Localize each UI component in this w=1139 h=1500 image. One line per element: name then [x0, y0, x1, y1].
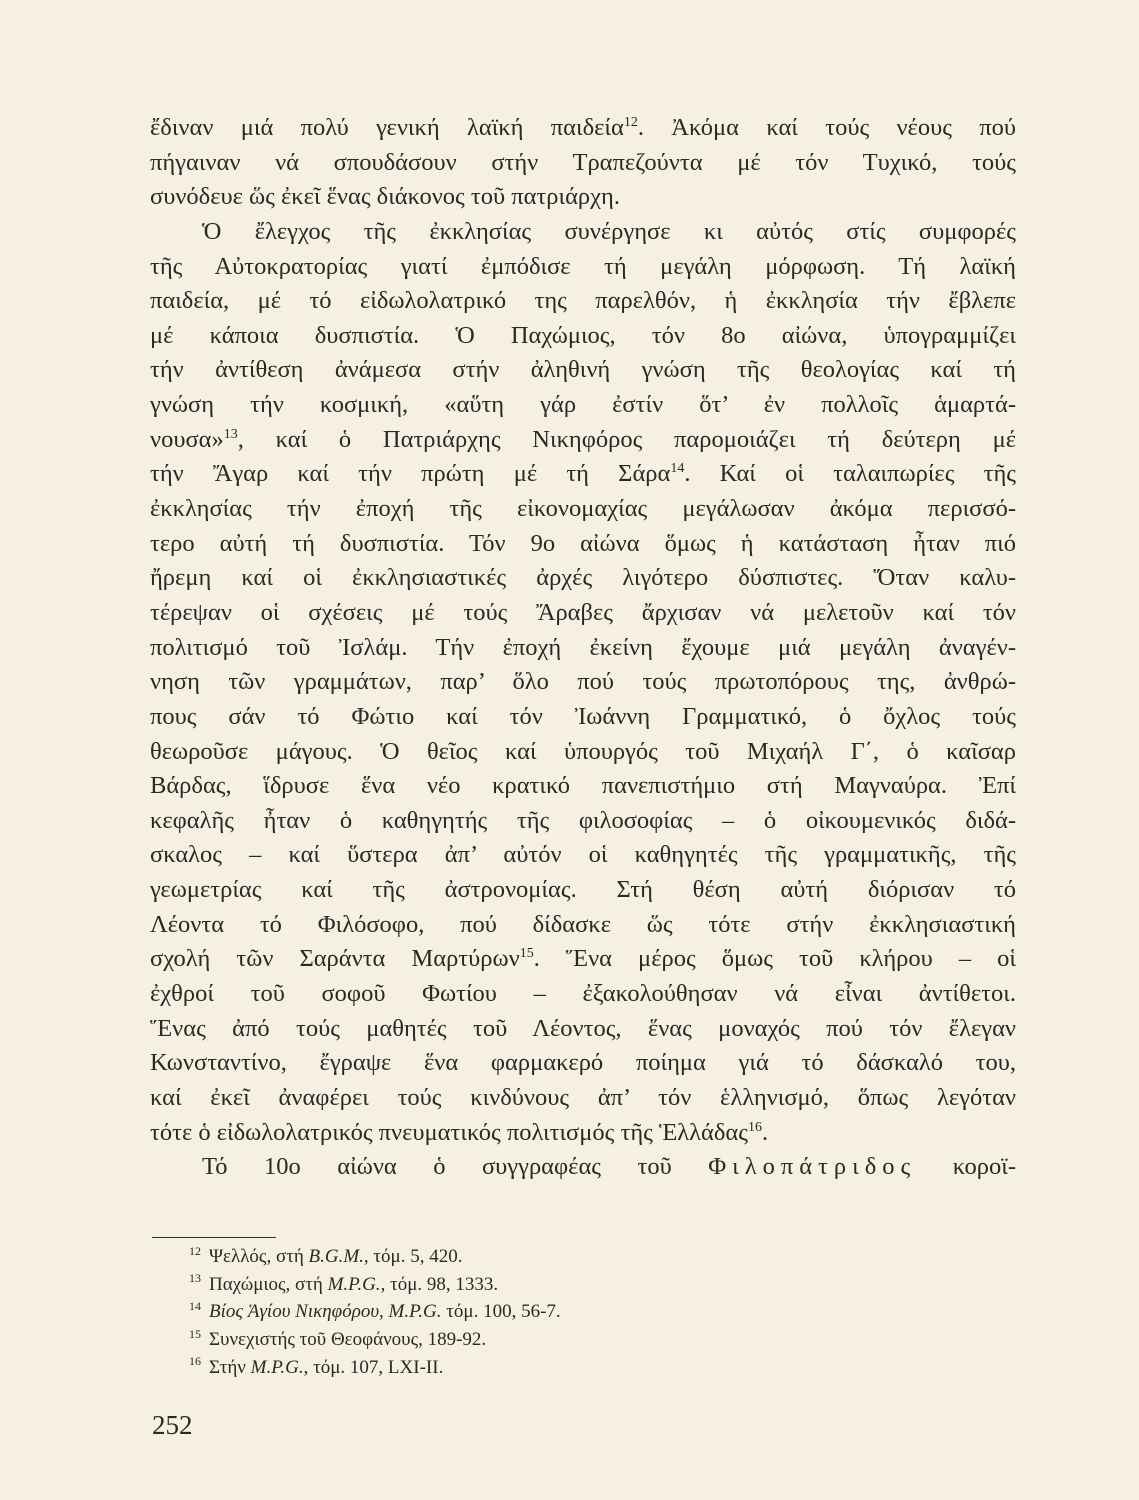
text-line [150, 977, 1016, 1012]
text-run: ἐχθροί τοῦ σοφοῦ Φωτίου – ἐξακολούθησαν νά εἶναι ἀντίθετοι. [150, 980, 1016, 1008]
text-run: τήν ἀντίθεση ἀνάμεσα στήν ἀληθινή γνώση τῆς θεολογίας καί τή [150, 356, 1016, 384]
text-line [150, 1046, 1016, 1081]
text-run: Κωνσταντίνο, ἔγραψε ἕνα φαρμακερό ποίημα γιά τό δάσκαλό του, [150, 1049, 1016, 1077]
text-line [150, 215, 1016, 250]
footnote-marker: 16 [747, 1119, 762, 1135]
text-run: τόμ. 100, 56-7. [441, 1301, 561, 1323]
text-run: Στήν [209, 1356, 251, 1378]
footnote [189, 1271, 561, 1299]
text-run: ἔδιναν μιά πολύ γενική λαϊκή παιδεία [150, 114, 624, 141]
text-run: Ὁ ἔλεγχος τῆς ἐκκλησίας συνέργησε κι αὐτός στίς συμφορές [202, 217, 1016, 245]
text-run: τήν Ἄγαρ καί τήν πρώτη μέ τή Σάρα [150, 460, 671, 488]
text-line [150, 319, 1016, 354]
text-line [150, 353, 1016, 388]
italic-text: M.P.G. [250, 1356, 304, 1378]
footnote-marker: 12 [623, 114, 638, 130]
footnote [189, 1243, 561, 1271]
italic-text: Βίος Ἁγίου Νικηφόρου, M.P.G. [209, 1301, 442, 1323]
text-run: γεωμετρίας καί τῆς ἀστρονομίας. Στή θέση αὐτή διόρισαν τό [150, 876, 1016, 904]
text-run: συνόδευε ὥς ἐκεῖ ἕνας διάκονος τοῦ πατριάρχη. [150, 183, 620, 211]
text-run: σχολή τῶν Σαράντα Μαρτύρων [150, 945, 520, 973]
footnote [189, 1298, 561, 1326]
text-run: τῆς Αὐτοκρατορίας γιατί ἐμπόδισε τή μεγάλη μόρφωση. Τή λαϊκή [150, 252, 1016, 280]
text-run: καί ἐκεῖ ἀναφέρει τούς κινδύνους ἀπ’ τόν ἑλληνισμό, ὅπως λεγόταν [150, 1083, 1016, 1111]
footnotes [189, 1243, 561, 1382]
text-line [150, 1012, 1016, 1047]
text-line [150, 700, 1016, 735]
footnote-marker: 12 [189, 1243, 201, 1258]
text-run: τερο αὐτή τή δυσπιστία. Τόν 9ο αἰώνα ὅμως ἡ κατάσταση ἦταν πιό [150, 529, 1016, 557]
text-line [150, 423, 1016, 458]
footnote-marker: 14 [189, 1299, 201, 1314]
text-line [150, 388, 1016, 423]
text-run: Βάρδας, ἵδρυσε ἕνα νέο κρατικό πανεπιστήμιο στή Μαγναύρα. Ἐπί [150, 772, 1016, 800]
italic-text: M.P.G. [327, 1273, 381, 1295]
text-run: κεφαλῆς ἦταν ὁ καθηγητής τῆς φιλοσοφίας – ὁ οἰκουμενικός διδά- [150, 806, 1016, 834]
text-run: Λέοντα τό Φιλόσοφο, πού δίδασκε ὥς τότε στήν ἐκκλησιαστική [150, 910, 1016, 938]
text-run: σκαλος – καί ὕστερα ἀπ’ αὐτόν οἱ καθηγητές τῆς γραμματικῆς, τῆς [150, 841, 1016, 869]
footnote-marker: 14 [670, 461, 685, 477]
text-line [150, 838, 1016, 873]
text-run: , τόμ. 98, 1333. [380, 1273, 499, 1295]
text-run: πους σάν τό Φώτιο καί τόν Ἰωάννη Γραμματικό, ὁ ὄχλος τούς [150, 702, 1016, 730]
text-run: , τόμ. 107, LXI-II. [303, 1356, 444, 1378]
text-run: πήγαιναν νά σπουδάσουν στήν Τραπεζούντα μέ τόν Τυχικό, τούς [150, 148, 1016, 176]
text-run: νουσα» [150, 425, 224, 453]
text-line [150, 146, 1016, 181]
body-text [150, 111, 1016, 1185]
text-run: τέρεψαν οἱ σχέσεις μέ τούς Ἄραβες ἄρχισαν νά μελετοῦν καί τόν [150, 598, 1016, 626]
text-line [150, 631, 1016, 666]
text-run: κοροϊ- [916, 1153, 1016, 1181]
text-run: τότε ὁ εἰδωλολατρικός πνευματικός πολιτισμός τῆς Ἑλλάδας [150, 1118, 748, 1146]
text-line [150, 111, 1016, 146]
page-number: 252 [152, 1410, 193, 1440]
text-run: θεωροῦσε μάγους. Ὁ θεῖος καί ὑπουργός τοῦ Μιχαήλ Γ΄, ὁ καῖσαρ [150, 737, 1016, 765]
text-run: ἤρεμη καί οἱ ἐκκλησιαστικές ἀρχές λιγότερο δύσπιστες. Ὅταν καλυ- [150, 564, 1016, 592]
text-run: ἐκκλησίας τήν ἐποχή τῆς εἰκονομαχίας μεγάλωσαν ἀκόμα περισσό- [150, 495, 1016, 523]
text-run: Ψελλός, στή [209, 1246, 309, 1267]
text-line [150, 665, 1016, 700]
text-line [150, 735, 1016, 770]
text-run: Παχώμιος, στή [209, 1273, 328, 1295]
text-run: νηση τῶν γραμμάτων, παρ’ ὅλο πού τούς πρωτοπόρους της, ἀνθρώ- [150, 668, 1016, 696]
text-line [150, 180, 1016, 215]
italic-text: B.G.M. [308, 1246, 364, 1267]
text-run: , τόμ. 5, 420. [363, 1246, 463, 1267]
text-line [150, 596, 1016, 631]
footnote [189, 1326, 561, 1354]
spaced-title: Φιλοπάτριδος [708, 1153, 917, 1181]
text-line [150, 873, 1016, 908]
text-run: μέ κάποια δυσπιστία. Ὁ Παχώμιος, τόν 8ο αἰώνα, ὑπογραμμίζει [150, 321, 1016, 349]
text-line [150, 1116, 1016, 1151]
footnote-divider [152, 1237, 276, 1238]
text-run: παιδεία, μέ τό εἰδωλολατρικό της παρελθόν, ἡ ἐκκλησία τήν ἔβλεπε [150, 287, 1016, 315]
text-line [150, 769, 1016, 804]
text-run: , καί ὁ Πατριάρχης Νικηφόρος παρομοιάζει τή δεύτερη μέ [237, 425, 1016, 453]
text-line [150, 1081, 1016, 1116]
text-run: . Ἕνα μέρος ὅμως τοῦ κλήρου – οἱ [533, 945, 1016, 973]
footnote-marker: 15 [189, 1326, 201, 1341]
text-line [150, 284, 1016, 319]
text-line [150, 527, 1016, 562]
text-run: Ἕνας ἀπό τούς μαθητές τοῦ Λέοντος, ἕνας μοναχός πού τόν ἔλεγαν [150, 1014, 1016, 1042]
text-line [150, 804, 1016, 839]
text-run: Τό 10ο αἰώνα ὁ συγγραφέας τοῦ [202, 1153, 709, 1181]
footnote-marker: 16 [189, 1354, 201, 1369]
footnote-marker: 13 [189, 1271, 201, 1286]
text-run: . [761, 1118, 769, 1146]
text-line [150, 1150, 1016, 1185]
text-line [150, 457, 1016, 492]
text-run: πολιτισμό τοῦ Ἰσλάμ. Τήν ἐποχή ἐκείνη ἔχουμε μιά μεγάλη ἀναγέν- [150, 633, 1016, 661]
text-line [150, 908, 1016, 943]
text-run: . Ἀκόμα καί τούς νέους πού [637, 114, 1016, 141]
text-line [150, 942, 1016, 977]
footnote-marker: 15 [519, 946, 534, 962]
text-line [150, 561, 1016, 596]
text-line [150, 492, 1016, 527]
text-run: . Καί οἱ ταλαιπωρίες τῆς [684, 460, 1016, 488]
footnote [189, 1354, 561, 1382]
text-run: γνώση τήν κοσμική, «αὕτη γάρ ἐστίν ὅτ’ ἐν πολλοῖς ἁμαρτά- [150, 391, 1016, 419]
text-line [150, 250, 1016, 285]
text-run: Συνεχιστής τοῦ Θεοφάνους, 189-92. [209, 1329, 487, 1351]
footnote-marker: 13 [223, 426, 238, 442]
